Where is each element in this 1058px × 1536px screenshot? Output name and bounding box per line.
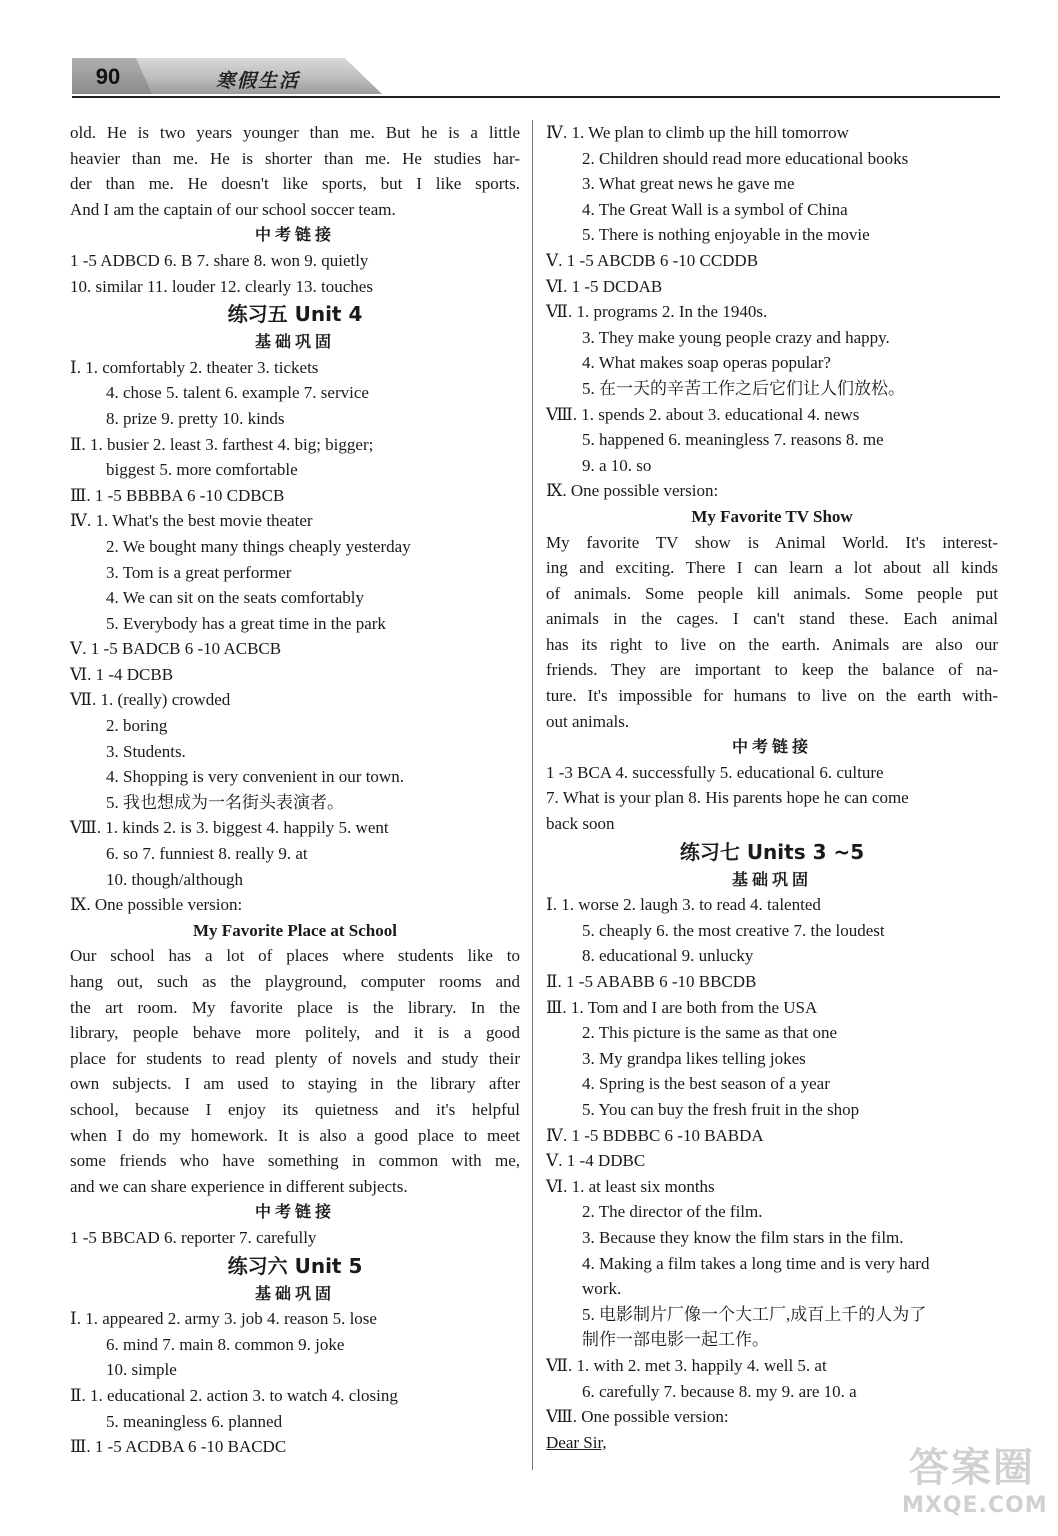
answer-line-indented: 6. carefully 7. because 8. my 9. are 10. a	[582, 1381, 857, 1401]
paragraph-line: animals in the cages. I can't stand these. Each animal	[546, 609, 998, 629]
page-header	[0, 0, 1058, 100]
answer-line-indented: 10. though/although	[106, 869, 243, 889]
right-column	[546, 120, 998, 1455]
answer-line-indented: 5. 在一天的辛苦工作之后它们让人们放松。	[582, 378, 905, 398]
paragraph-line: friends. They are important to keep the balance of na-	[546, 660, 998, 680]
answer-line: Ⅵ. 1. at least six months	[546, 1176, 715, 1196]
paragraph-line: hang out, such as the playground, computer rooms and	[70, 972, 520, 991]
answer-line-indented: 5. meaningless 6. planned	[106, 1411, 283, 1431]
answer-line-indented: 4. Shopping is very convenient in our town.	[106, 767, 404, 787]
answer-line: Ⅶ. 1. with 2. met 3. happily 4. well 5. at	[546, 1355, 827, 1375]
answer-line-indented: 6. mind 7. main 8. common 9. joke	[106, 1334, 345, 1354]
answer-line: Ⅷ. One possible version:	[546, 1407, 729, 1427]
answer-line-indented: work.	[582, 1279, 622, 1299]
answer-line-indented: 5. There is nothing enjoyable in the movie	[582, 225, 870, 245]
answer-line-indented: 2. The director of the film.	[582, 1202, 763, 1222]
answer-line: Ⅱ. 1 -5 ABABB 6 -10 BBCDB	[546, 972, 757, 991]
paragraph-line: some friends who have something in common with me,	[70, 1151, 520, 1171]
answer-line: 1 -5 BBCAD 6. reporter 7. carefully	[70, 1227, 317, 1247]
answer-line: Ⅰ. 1. comfortably 2. theater 3. tickets	[70, 357, 319, 377]
paragraph-line: own subjects. I am used to staying in the library after	[70, 1074, 520, 1094]
paragraph-line: and we can share experience in different subjects.	[70, 1176, 408, 1196]
answer-line: Dear Sir,	[546, 1432, 607, 1452]
answer-line: Ⅴ. 1 -5 BADCB 6 -10 ACBCB	[70, 639, 282, 659]
paragraph-line: ture. It's impossible for humans to live on the earth with-	[546, 686, 998, 706]
subsection-heading: 基础巩固	[254, 332, 335, 352]
answer-line: Ⅳ. 1. We plan to climb up the hill tomorrow	[546, 123, 849, 142]
watermark-logo	[902, 1444, 1048, 1528]
answer-line-indented: 2. This picture is the same as that one	[582, 1023, 838, 1043]
answer-line-indented: 5. happened 6. meaningless 7. reasons 8. me	[582, 430, 884, 450]
section-heading: 练习五 Unit 4	[227, 302, 363, 327]
header-rule	[72, 96, 1000, 98]
answer-line-indented: 5. 我也想成为一名街头表演者。	[106, 792, 344, 812]
paragraph-line: heavier than me. He is shorter than me. He studies har-	[70, 148, 520, 168]
answer-line: 7. What is your plan 8. His parents hope he can come	[546, 788, 909, 808]
answer-line: Ⅸ. One possible version:	[546, 481, 719, 501]
answer-line-indented: 6. so 7. funniest 8. really 9. at	[106, 844, 308, 864]
section-heading: 练习六 Unit 5	[227, 1253, 363, 1278]
answer-line-indented: 8. educational 9. unlucky	[582, 946, 754, 966]
paragraph-line: Our school has a lot of places where students like to	[70, 946, 520, 966]
paragraph-line: place for students to read plenty of novels and study their	[70, 1048, 520, 1068]
answer-line-indented: biggest 5. more comfortable	[106, 460, 298, 480]
subsection-heading: 中考链接	[731, 737, 812, 757]
paragraph-line: old. He is two years younger than me. But he is a little	[70, 123, 520, 142]
answer-line: Ⅳ. 1 -5 BDBBC 6 -10 BABDA	[546, 1125, 764, 1145]
answer-line: Ⅶ. 1. programs 2. In the 1940s.	[546, 302, 768, 322]
answer-line: Ⅰ. 1. appeared 2. army 3. job 4. reason 5. lose	[70, 1309, 377, 1329]
answer-line-indented: 3. What great news he gave me	[582, 174, 795, 194]
column-divider	[532, 120, 533, 1470]
answer-line: Ⅵ. 1 -5 DCDAB	[546, 276, 663, 296]
answer-line-indented: 2. boring	[106, 716, 168, 736]
answer-line-indented: 9. a 10. so	[582, 455, 652, 475]
paragraph-line: of animals. Some people kill animals. Some people put	[546, 583, 998, 603]
paragraph-line: And I am the captain of our school soccer team.	[70, 199, 396, 219]
left-column	[70, 120, 520, 1460]
watermark-bottom-text: MXQE.COM	[902, 1493, 1048, 1518]
answer-line: Ⅲ. 1. Tom and I are both from the USA	[546, 997, 818, 1017]
answer-line: Ⅴ. 1 -5 ABCDB 6 -10 CCDDB	[546, 250, 759, 270]
answer-line: Ⅳ. 1. What's the best movie theater	[70, 511, 313, 531]
answer-line-indented: 8. prize 9. pretty 10. kinds	[106, 408, 285, 428]
subsection-heading: 基础巩固	[254, 1283, 335, 1303]
answer-line-indented: 3. My grandpa likes telling jokes	[582, 1048, 806, 1068]
answer-line-indented: 4. Making a film takes a long time and is very hard	[582, 1253, 930, 1273]
answer-line-indented: 4. chose 5. talent 6. example 7. service	[106, 383, 369, 403]
answer-line: Ⅱ. 1. educational 2. action 3. to watch 4. closing	[70, 1385, 398, 1405]
answer-line: Ⅶ. 1. (really) crowded	[70, 690, 231, 710]
answer-line: Ⅲ. 1 -5 BBBBA 6 -10 CDBCB	[70, 485, 285, 505]
answer-line-indented: 5. cheaply 6. the most creative 7. the loudest	[582, 920, 885, 940]
answer-line-indented: 2. We bought many things cheaply yesterday	[106, 536, 411, 556]
section-heading: 练习七 Units 3 ~5	[679, 839, 865, 864]
paragraph-line: ing and exciting. There I can learn a lot about all kinds	[546, 558, 998, 578]
answer-line: Ⅷ. 1. kinds 2. is 3. biggest 4. happily 5. went	[70, 818, 389, 838]
paragraph-line: has its right to live on the earth. Animals are also our	[546, 634, 998, 654]
paragraph-line: when I do my homework. It is also a good place to meet	[70, 1125, 520, 1145]
answer-line-indented: 制作一部电影一起工作。	[582, 1330, 769, 1350]
answer-line-indented: 10. simple	[106, 1360, 177, 1380]
answer-line: Ⅴ. 1 -4 DDBC	[546, 1151, 646, 1171]
page-number: 90	[95, 64, 121, 89]
answer-line-indented: 3. Tom is a great performer	[106, 562, 292, 582]
answer-line-indented: 5. Everybody has a great time in the park	[106, 613, 386, 633]
watermark-top-text: 答案圈	[909, 1445, 1035, 1491]
answer-line: Ⅰ. 1. worse 2. laugh 3. to read 4. talented	[546, 895, 821, 915]
paragraph-line: der than me. He doesn't like sports, but I like sports.	[70, 174, 520, 194]
answer-line: back soon	[546, 814, 615, 834]
answer-line-indented: 5. 电影制片厂像一个大工厂,成百上千的人为了	[582, 1304, 927, 1324]
answer-line: 1 -5 ADBCD 6. B 7. share 8. won 9. quietly	[70, 250, 369, 270]
paragraph-line: My favorite TV show is Animal World. It's interest-	[546, 532, 998, 552]
answer-line-indented: 3. Students.	[106, 741, 186, 761]
answer-line-indented: 5. You can buy the fresh fruit in the shop	[582, 1099, 860, 1119]
essay-title: My Favorite TV Show	[691, 506, 853, 526]
answer-line-indented: 4. The Great Wall is a symbol of China	[582, 199, 848, 219]
paragraph-line: the art room. My favorite place is the library. In the	[70, 997, 520, 1017]
answer-line: 10. similar 11. louder 12. clearly 13. touches	[70, 276, 373, 296]
answer-line: Ⅷ. 1. spends 2. about 3. educational 4. news	[546, 404, 860, 424]
answer-line: Ⅲ. 1 -5 ACDBA 6 -10 BACDC	[70, 1437, 287, 1457]
answer-line: Ⅸ. One possible version:	[70, 895, 243, 915]
paragraph-line: library, people behave more politely, and it is a good	[70, 1023, 520, 1043]
answer-line-indented: 3. Because they know the film stars in the film.	[582, 1227, 904, 1247]
subsection-heading: 基础巩固	[731, 869, 812, 889]
answer-line: Ⅵ. 1 -4 DCBB	[70, 664, 174, 684]
subsection-heading: 中考链接	[254, 1202, 335, 1222]
answer-line-indented: 2. Children should read more educational books	[582, 148, 909, 168]
answer-line-indented: 4. Spring is the best season of a year	[582, 1074, 830, 1094]
paragraph-line: out animals.	[546, 711, 630, 731]
answer-line-indented: 3. They make young people crazy and happy.	[582, 327, 890, 347]
answer-line: 1 -3 BCA 4. successfully 5. educational 6. culture	[546, 762, 884, 782]
answer-line-indented: 4. What makes soap operas popular?	[582, 353, 831, 373]
answer-line: Ⅱ. 1. busier 2. least 3. farthest 4. big; bigger;	[70, 434, 374, 454]
paragraph-line: school, because I enjoy its quietness and it's helpful	[70, 1099, 520, 1119]
essay-title: My Favorite Place at School	[193, 920, 397, 940]
answer-line-indented: 4. We can sit on the seats comfortably	[106, 588, 364, 608]
book-title: 寒假生活	[216, 70, 301, 92]
subsection-heading: 中考链接	[254, 225, 335, 245]
